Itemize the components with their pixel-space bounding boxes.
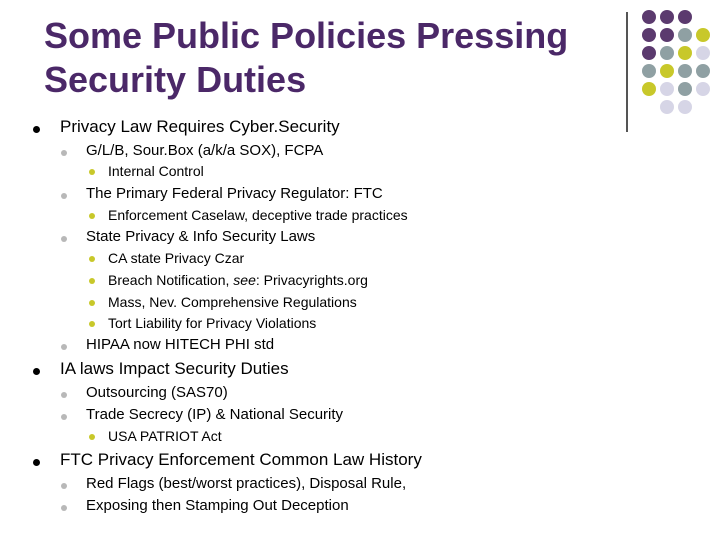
title-line-2: Security Duties xyxy=(44,59,307,100)
bullet-tort-liability: Tort Liability for Privacy Violations xyxy=(108,315,317,331)
bullet-level3-icon xyxy=(89,278,95,284)
bullet-patriot-act: USA PATRIOT Act xyxy=(108,428,222,444)
bullet-level3-icon xyxy=(89,321,95,327)
bullet-ca-czar: CA state Privacy Czar xyxy=(108,250,245,266)
bullet-level3-icon xyxy=(89,300,95,306)
bullet-exposing: Exposing then Stamping Out Deception xyxy=(86,497,349,514)
bullet-internal-control: Internal Control xyxy=(108,163,204,179)
bullet-privacy-law: Privacy Law Requires Cyber.Security xyxy=(60,117,340,136)
bullet-level2-icon xyxy=(61,505,67,511)
bullet-federal-regulator: The Primary Federal Privacy Regulator: FTC xyxy=(86,185,383,202)
breach-see: see xyxy=(233,272,256,288)
bullet-level2-icon xyxy=(61,483,67,489)
bullet-level1-icon xyxy=(33,368,40,375)
bullet-level3-icon xyxy=(89,434,95,440)
bullet-outsourcing: Outsourcing (SAS70) xyxy=(86,384,228,401)
breach-suffix: : Privacyrights.org xyxy=(255,272,368,288)
bullet-mass-nev: Mass, Nev. Comprehensive Regulations xyxy=(108,294,357,310)
bullet-trade-secrecy: Trade Secrecy (IP) & National Security xyxy=(86,406,344,423)
bullet-level2-icon xyxy=(61,414,67,420)
bullet-level3-icon xyxy=(89,169,95,175)
bullet-red-flags: Red Flags (best/worst practices), Disposal Rule, xyxy=(86,475,407,492)
title-line-1: Some Public Policies Pressing xyxy=(44,15,569,56)
bullet-level3-icon xyxy=(89,213,95,219)
bullet-level2-icon xyxy=(61,392,67,398)
bullet-ftc-history: FTC Privacy Enforcement Common Law History xyxy=(60,450,422,469)
bullet-level1-icon xyxy=(33,459,40,466)
bullet-breach-notification xyxy=(108,272,368,288)
bullet-state-laws: State Privacy & Info Security Laws xyxy=(86,228,316,245)
bullet-level2-icon xyxy=(61,193,67,199)
bullet-hipaa: HIPAA now HITECH PHI std xyxy=(86,336,275,353)
bullet-level3-icon xyxy=(89,256,95,262)
bullet-level1-icon xyxy=(33,126,40,133)
bullet-enforcement: Enforcement Caselaw, deceptive trade practices xyxy=(108,207,408,223)
bullet-glb: G/L/B, Sour.Box (a/k/a SOX), FCPA xyxy=(86,142,324,159)
bullet-ia-laws: IA laws Impact Security Duties xyxy=(60,359,289,378)
bullet-level2-icon xyxy=(61,236,67,242)
breach-prefix: Breach Notification, xyxy=(108,272,234,288)
bullet-level2-icon xyxy=(61,344,67,350)
bullet-level2-icon xyxy=(61,150,67,156)
